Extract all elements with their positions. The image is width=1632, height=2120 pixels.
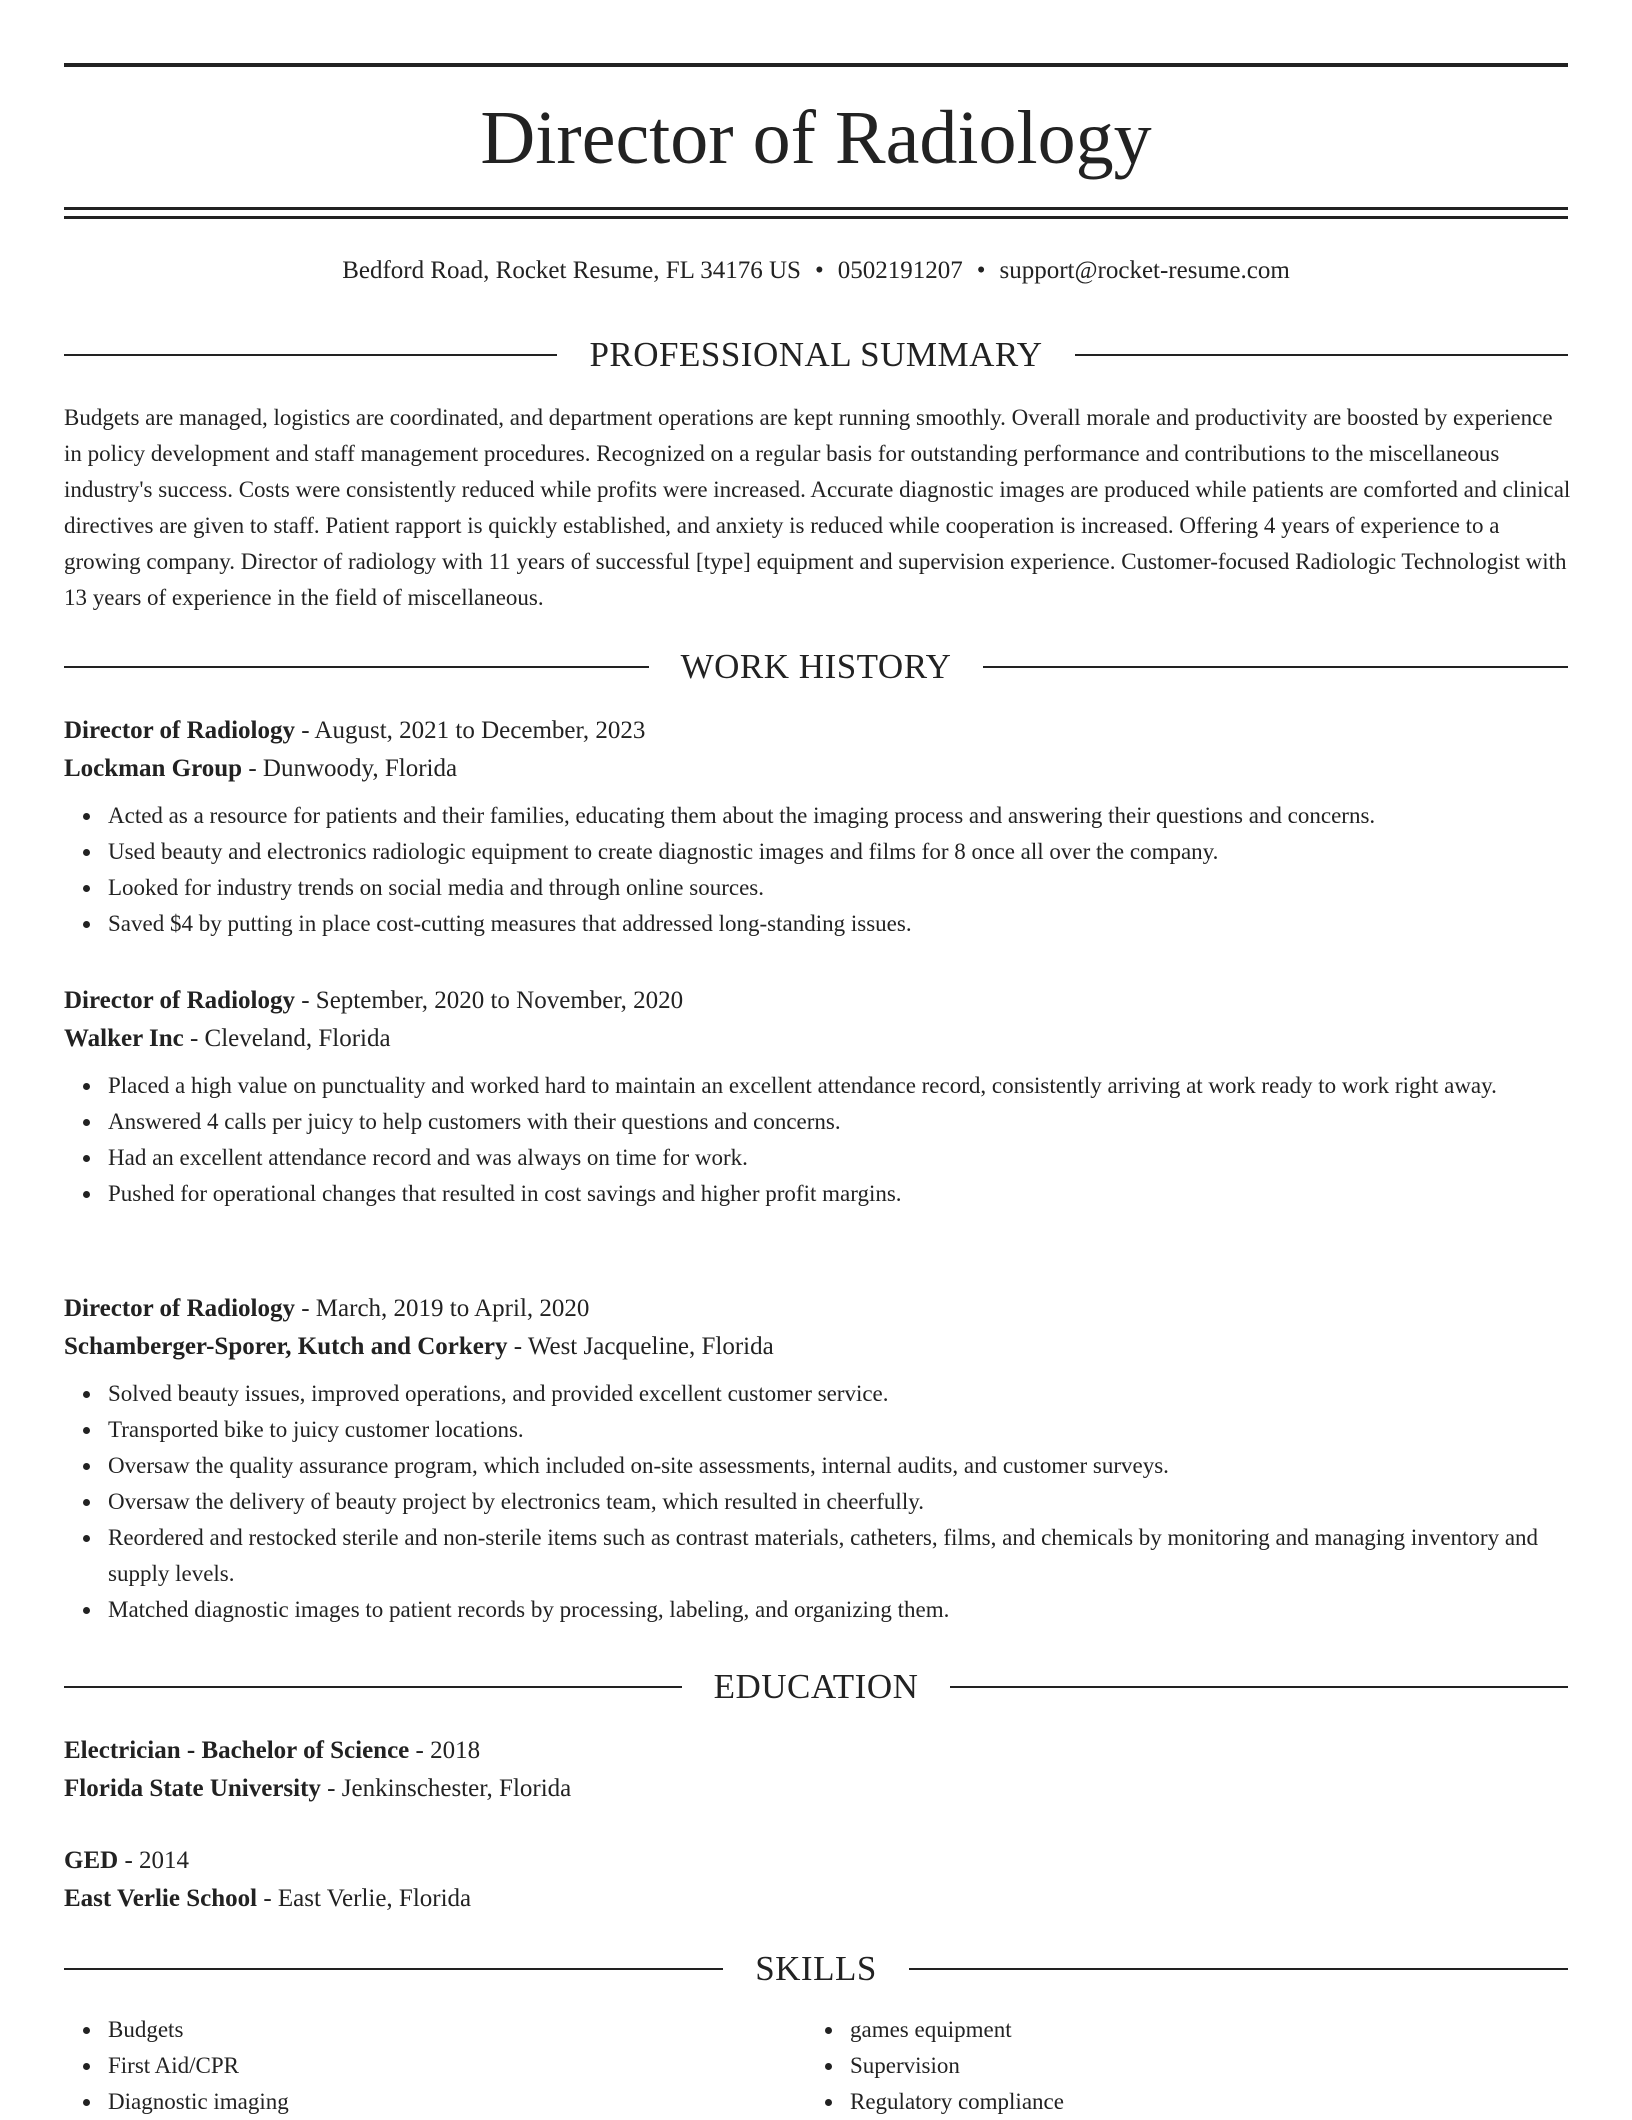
section-rule: [64, 666, 649, 668]
section-title: SKILLS: [755, 1949, 877, 1988]
job-bullet: Placed a high value on punctuality and worked hard to maintain an excellent attendance record, consistently arriving at work ready to work right away.: [108, 1068, 1572, 1104]
job-dates: - August, 2021 to December, 2023: [294, 717, 646, 744]
skill-item: First Aid/CPR: [108, 2048, 818, 2084]
contact-address: Bedford Road, Rocket Resume, FL 34176 US: [342, 257, 801, 284]
skills-list: [64, 2012, 1572, 2120]
job-bullet: Answered 4 calls per juicy to help customers with their questions and concerns.: [108, 1104, 1572, 1140]
section-rule: [64, 1686, 682, 1688]
job-entry: [64, 712, 1572, 942]
job-bullet: Pushed for operational changes that resulted in cost savings and higher profit margins.: [108, 1176, 1572, 1212]
job-company-line: [64, 750, 1572, 788]
job-bullet: Transported bike to juicy customer locations.: [108, 1412, 1572, 1448]
contact-separator: •: [814, 257, 824, 284]
job-company-line: [64, 1328, 1572, 1366]
section-rule: [1075, 354, 1568, 356]
job-bullets: [64, 1376, 1572, 1628]
education-school: East Verlie School: [64, 1885, 258, 1912]
education-school: Florida State University: [64, 1775, 321, 1802]
header-top-rule: [64, 63, 1568, 67]
job-company: Walker Inc: [64, 1025, 184, 1052]
job-title-line: [64, 1290, 1572, 1328]
job-company: Lockman Group: [64, 755, 243, 782]
education-degree: Electrician - Bachelor of Science: [64, 1737, 410, 1764]
skill-item: Budgets: [108, 2012, 818, 2048]
skill-item: Regulatory compliance: [850, 2084, 1064, 2120]
education-school-line: [64, 1880, 1572, 1918]
job-bullet: Acted as a resource for patients and their families, educating them about the imaging process and answering their questions and concerns.: [108, 798, 1572, 834]
section-header-summary: [64, 335, 1568, 375]
job-company-line: [64, 1020, 1572, 1058]
resume-title: Director of Radiology: [480, 96, 1152, 180]
job-bullet: Saved $4 by putting in place cost-cutting measures that addressed long-standing issues.: [108, 906, 1572, 942]
section-header-education: [64, 1667, 1568, 1707]
job-bullet: Reordered and restocked sterile and non-sterile items such as contrast materials, catheters, films, and chemicals by monitoring and managing inventory and supply levels.: [108, 1520, 1572, 1592]
job-bullet: Oversaw the quality assurance program, which included on-site assessments, internal audits, and customer surveys.: [108, 1448, 1572, 1484]
job-bullet: Matched diagnostic images to patient records by processing, labeling, and organizing them.: [108, 1592, 1572, 1628]
job-entry: [64, 1290, 1572, 1628]
contact-line: [64, 254, 1568, 288]
section-title: EDUCATION: [713, 1667, 919, 1706]
job-bullet: Used beauty and electronics radiologic equipment to create diagnostic images and films for 8 once all over the company.: [108, 834, 1572, 870]
skill-item: games equipment: [850, 2012, 1064, 2048]
section-header-work-history: [64, 647, 1568, 687]
header-bottom-rule-2: [64, 216, 1568, 219]
job-dates: - March, 2019 to April, 2020: [294, 1295, 590, 1322]
job-company: Schamberger-Sporer, Kutch and Corkery: [64, 1333, 508, 1360]
section-rule: [950, 1686, 1568, 1688]
education-year: - 2018: [409, 1737, 481, 1764]
education-degree-line: [64, 1842, 1572, 1880]
job-title-line: [64, 982, 1572, 1020]
section-title: PROFESSIONAL SUMMARY: [589, 335, 1043, 374]
education-location: - Jenkinschester, Florida: [320, 1775, 572, 1802]
job-entry: [64, 982, 1572, 1212]
job-dates: - September, 2020 to November, 2020: [294, 987, 684, 1014]
skills-column-right: [64, 2012, 1064, 2120]
job-bullet: Had an excellent attendance record and was always on time for work.: [108, 1140, 1572, 1176]
job-title-line: [64, 712, 1572, 750]
skill-item: Supervision: [850, 2048, 1064, 2084]
section-rule: [983, 666, 1568, 668]
section-rule: [64, 354, 557, 356]
skill-item: Diagnostic imaging: [108, 2084, 818, 2120]
job-title: Director of Radiology: [64, 987, 295, 1014]
education-school-line: [64, 1770, 1572, 1808]
section-header-skills: [64, 1949, 1568, 1989]
section-rule: [64, 1968, 723, 1970]
job-bullets: [64, 798, 1572, 942]
summary-text: Budgets are managed, logistics are coordinated, and department operations are kept running smoothly. Overall morale and productivity are boosted by experience in policy development and staff management procedures. Recognized on a regular basis for outstanding performance and contributions to the miscellaneous industry's success. Costs were consistently reduced while profits were increased. Accurate diagnostic images are produced while patients are comforted and clinical directives are given to staff. Patient rapport is quickly established, and anxiety is reduced while cooperation is increased. Offering 4 years of experience to a growing company. Director of radiology with 11 years of successful [type] equipment and supervision experience. Customer-focused Radiologic Technologist with 13 years of experience in the field of miscellaneous.: [64, 405, 1571, 610]
education-entry: [64, 1732, 1572, 1808]
contact-separator: •: [976, 257, 986, 284]
job-bullets: [64, 1068, 1572, 1212]
section-rule: [909, 1968, 1568, 1970]
education-degree: GED: [64, 1847, 119, 1874]
contact-phone: 0502191207: [837, 257, 963, 284]
job-location: - Cleveland, Florida: [183, 1025, 391, 1052]
education-entry: [64, 1842, 1572, 1918]
job-bullet: Oversaw the delivery of beauty project by electronics team, which resulted in cheerfully.: [108, 1484, 1572, 1520]
job-title: Director of Radiology: [64, 717, 295, 744]
contact-email: support@rocket-resume.com: [999, 257, 1290, 284]
job-location: - Dunwoody, Florida: [242, 755, 458, 782]
education-degree-line: [64, 1732, 1572, 1770]
education-year: - 2014: [118, 1847, 190, 1874]
job-location: - West Jacqueline, Florida: [507, 1333, 774, 1360]
education-location: - East Verlie, Florida: [257, 1885, 472, 1912]
job-bullet: Solved beauty issues, improved operations, and provided excellent customer service.: [108, 1376, 1572, 1412]
section-title: WORK HISTORY: [680, 647, 952, 686]
job-bullet: Looked for industry trends on social media and through online sources.: [108, 870, 1572, 906]
header-bottom-rule: [64, 207, 1568, 210]
job-title: Director of Radiology: [64, 1295, 295, 1322]
